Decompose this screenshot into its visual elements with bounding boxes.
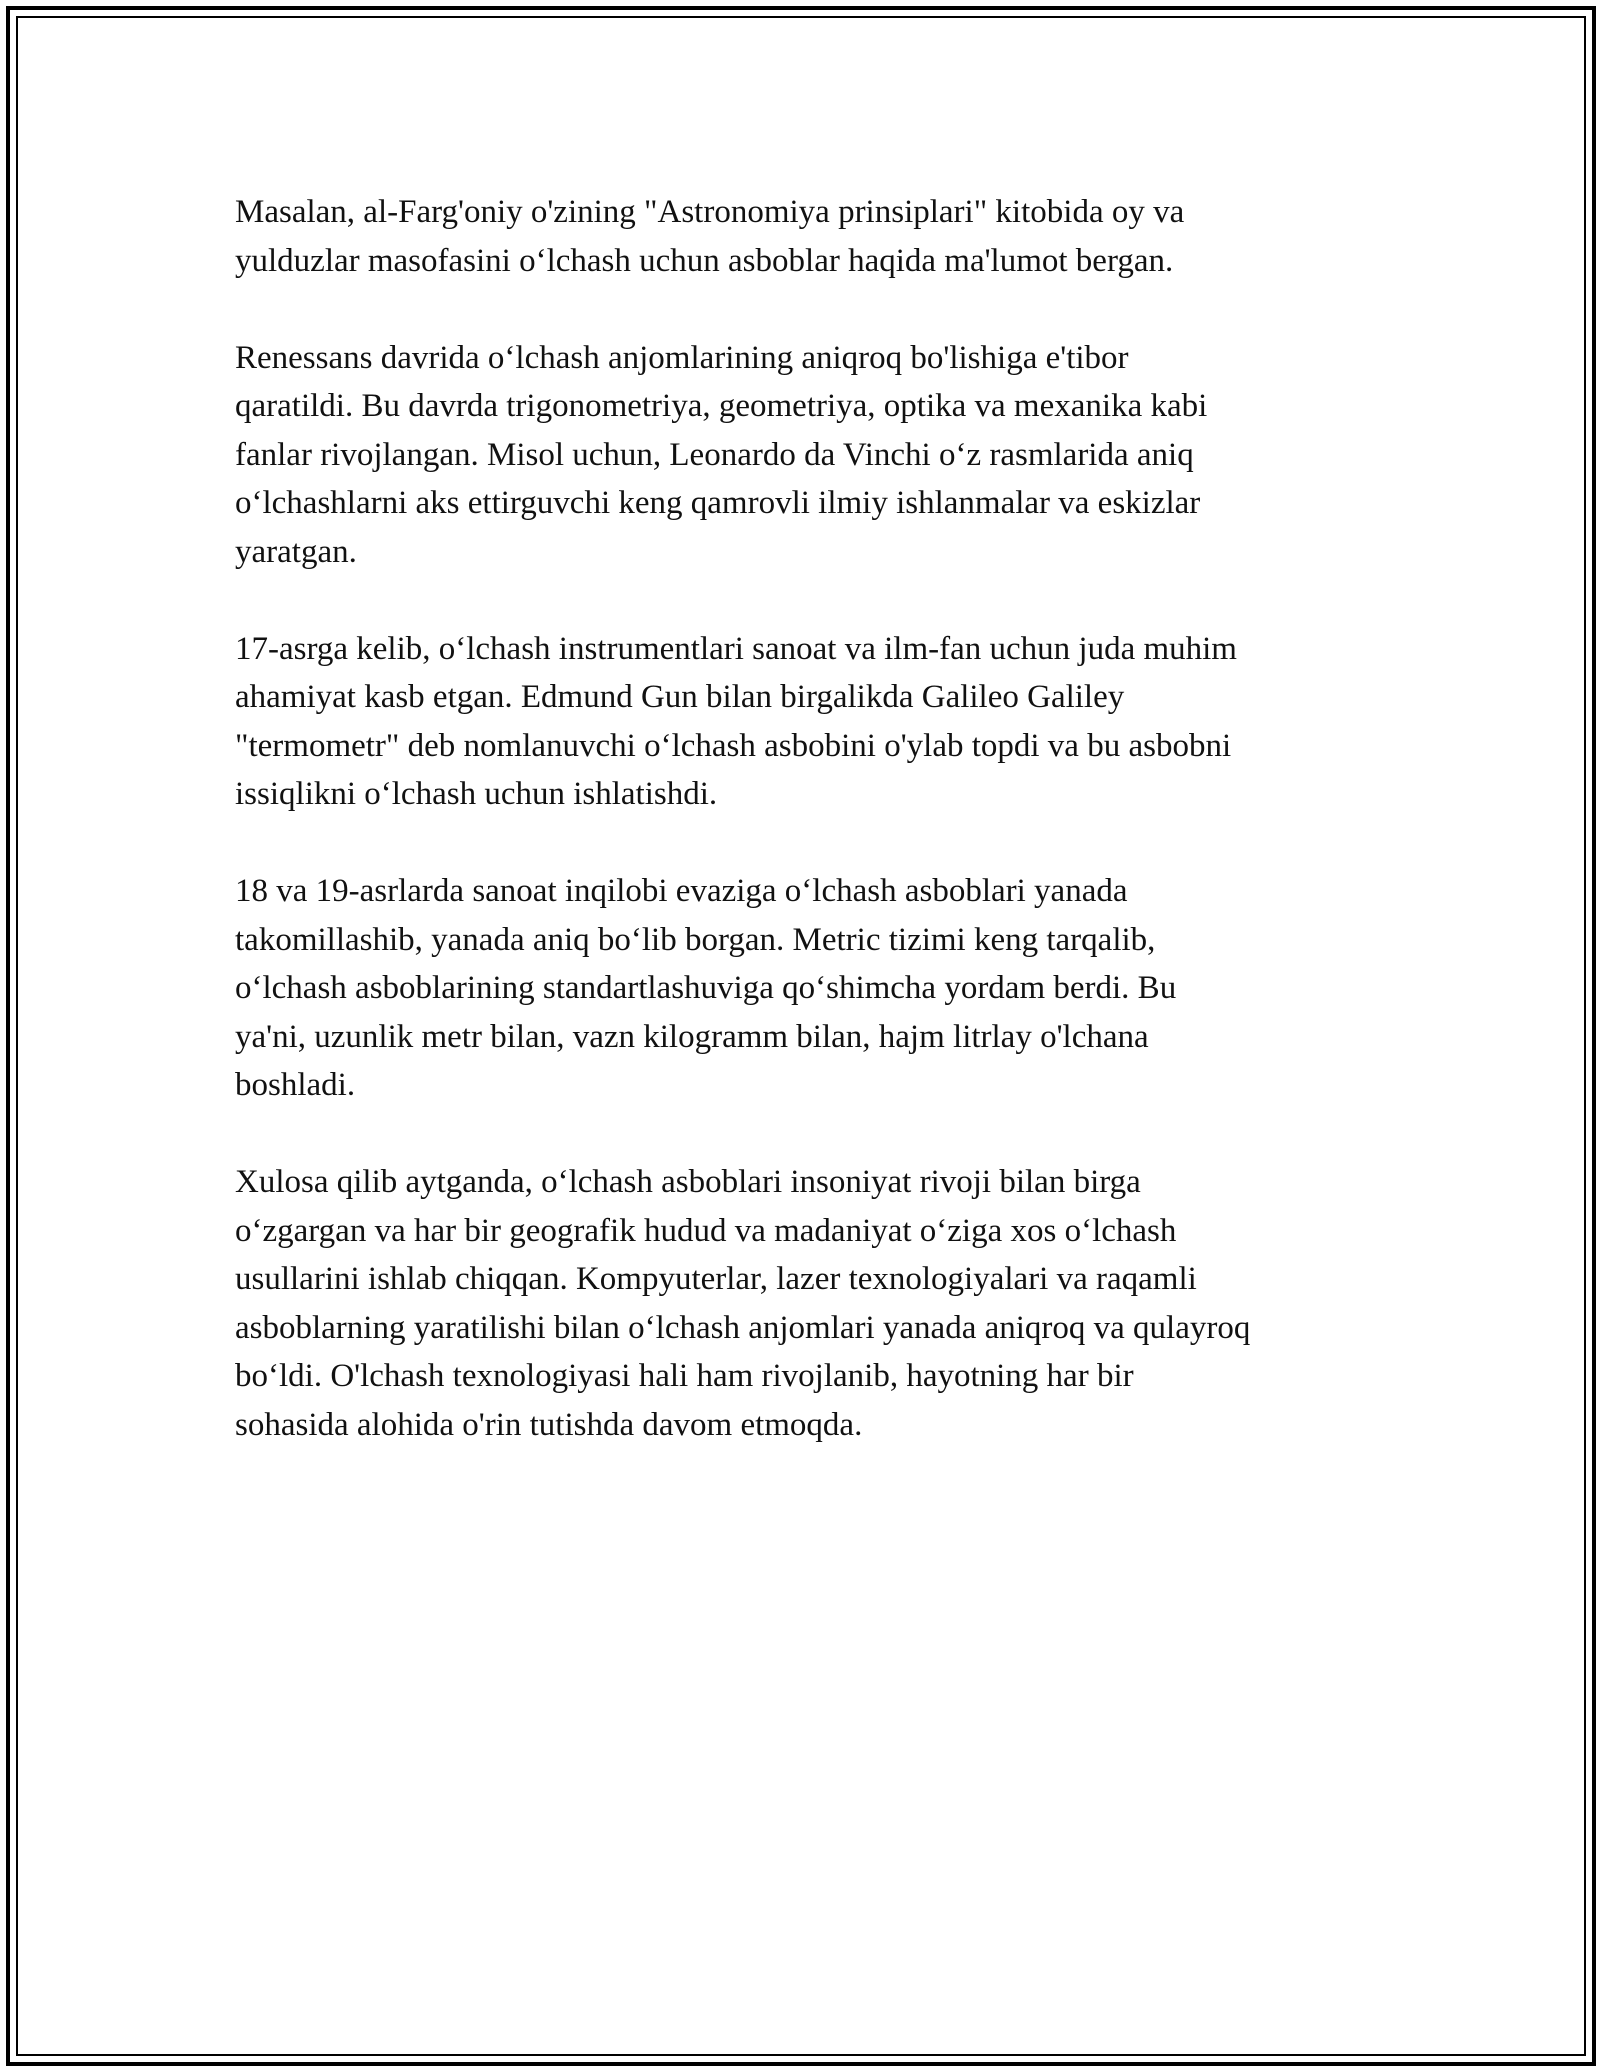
document-body	[235, 188, 1380, 1498]
paragraph-al-farghoniy: Masalan, al-Farg'oniy o'zining "Astronomiya prinsiplari" kitobida oy va yulduzlar masofasini o‘lchash uchun asboblar haqida ma'lumot bergan.	[235, 194, 1185, 279]
paragraph-18-19th-centuries: 18 va 19-asrlarda sanoat inqilobi evaziga o‘lchash asboblari yanada takomillashib, yanada aniq bo‘lib borgan. Metric tizimi keng tarqalib, o‘lchash asboblarining standartlashuviga qo‘shimcha yordam berdi. Bu ya'ni, uzunlik metr bilan, vazn kilogramm bilan, hajm litrlay o'lchana boshladi.	[235, 873, 1177, 1103]
paragraph-conclusion: Xulosa qilib aytganda, o‘lchash asboblari insoniyat rivoji bilan birga o‘zgargan va har bir geografik hudud va madaniyat o‘ziga xos o‘lchash usullarini ishlab chiqqan. Kompyuterlar, lazer texnologiyalari va raqamli asboblarning yaratilishi bilan o‘lchash anjomlari yanada aniqroq va qulayroq bo‘ldi. O'lchash texnologiyasi hali ham rivojlanib, hayotning har bir sohasida alohida o'rin tutishda davom etmoqda.	[235, 1164, 1251, 1443]
paragraph-17th-century: 17-asrga kelib, o‘lchash instrumentlari sanoat va ilm-fan uchun juda muhim ahamiyat kasb etgan. Edmund Gun bilan birgalikda Galileo Galiley "termometr" deb nomlanuvchi o‘lchash asbobini o'ylab topdi va bu asbobni issiqlikni o‘lchash uchun ishlatishdi.	[235, 630, 1237, 812]
paragraph-renaissance: Renessans davrida o‘lchash anjomlarining aniqroq bo'lishiga e'tibor qaratildi. Bu davrda trigonometriya, geometriya, optika va mexanika kabi fanlar rivojlangan. Misol uchun, Leonardo da Vinchi o‘z rasmlarida aniq o‘lchashlarni aks ettirguvchi keng qamrovli ilmiy ishlanmalar va eskizlar yaratgan.	[235, 339, 1208, 570]
